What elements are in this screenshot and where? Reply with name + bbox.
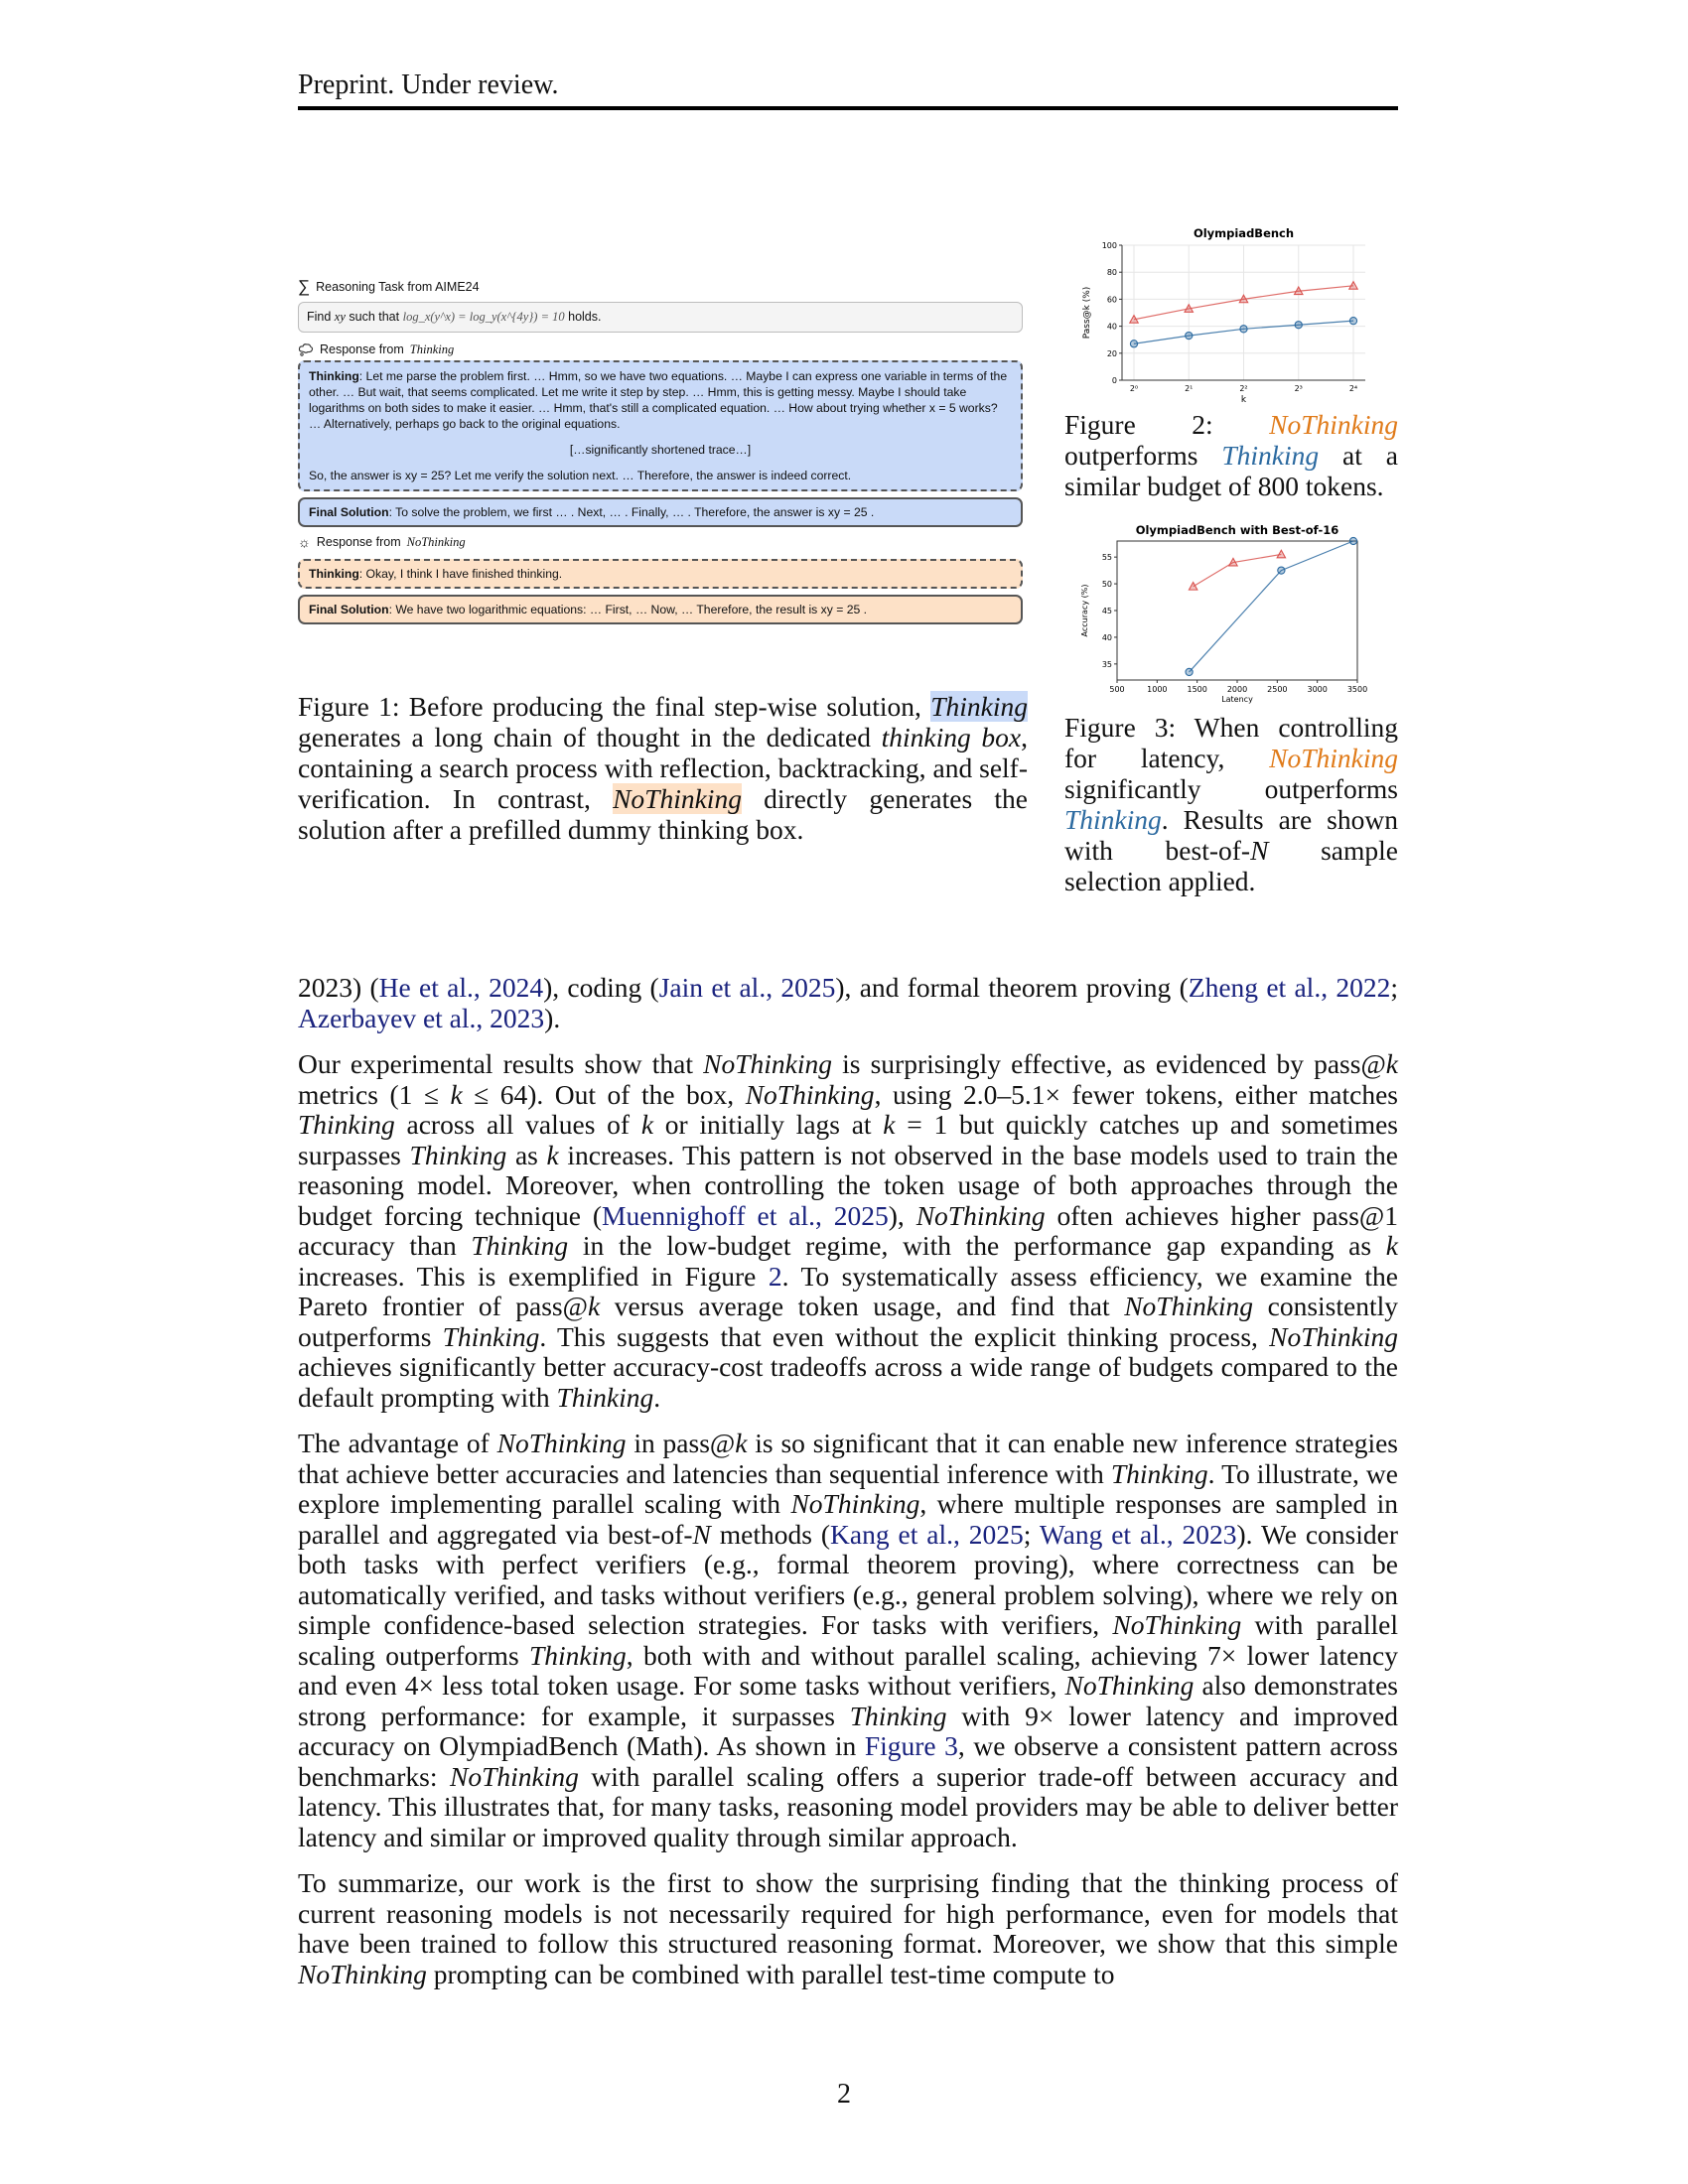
chart2-point-1	[1186, 668, 1193, 675]
cap3-d: sample selection applied.	[1064, 835, 1398, 896]
task-text-pre: Find	[307, 310, 335, 324]
chart-olympiadbench	[1077, 223, 1375, 402]
response-nothinking-label: Response from	[316, 535, 401, 549]
figure-1	[298, 276, 1023, 673]
running-header: Preprint. Under review.	[298, 69, 559, 100]
cap1-b: generates a long chain of thought in the dedicated	[298, 722, 882, 752]
chart1-point-1	[1240, 326, 1247, 333]
cite-zheng[interactable]: Zheng et al., 2022	[1188, 972, 1391, 1003]
chart1-xtick-label: 2⁰	[1129, 384, 1139, 393]
response-thinking-model: Thinking	[409, 341, 455, 356]
chart1-ytick-label: 0	[1111, 376, 1117, 385]
chart1-ytick-label: 60	[1106, 295, 1117, 305]
cap2-nothinking: NoThinking	[1269, 409, 1398, 440]
response-nothinking-header	[298, 531, 1023, 553]
chart2-xtick-label: 3500	[1346, 685, 1368, 694]
cite-wang[interactable]: Wang et al., 2023	[1039, 1518, 1237, 1550]
task-text-mid: such that	[345, 310, 403, 324]
cap3-a: Figure 3: When controlling for latency,	[1064, 712, 1398, 773]
chart2-ytick-label: 55	[1101, 553, 1112, 563]
nothink-text: : Okay, I think I have finished thinking.	[358, 567, 563, 581]
thinking-label: Thinking	[309, 369, 359, 383]
task-box	[298, 302, 1023, 333]
cite-he[interactable]: He et al., 2024	[378, 972, 544, 1003]
task-title: Reasoning Task from AIME24	[316, 280, 480, 294]
chart1-ytick-label: 100	[1101, 241, 1117, 250]
lightbulb-icon: ☼	[298, 534, 311, 550]
paragraph-2: The advantage of NoThinking in pass@k is so significant that it can enable new inference strategies that achieve better accuracies and latencies than sequential inference with Thinking. To illustrate, we explore implementing parallel scaling with NoThinking, where multiple responses are sampled in parallel and aggregated via best-of-N methods (Kang et al., 2025; Wang et al., 2023). We consider both tasks with perfect verifiers (e.g., formal theorem proving), where correctness can be automatically verified, and tasks without verifiers (e.g., general problem solving), where we rely on simple confidence-based selection strategies. For tasks with verifiers, NoThinking with parallel scaling outperforms Thinking, both with and without parallel scaling, achieving 7× lower latency and even 4× less total token usage. For some tasks without verifiers, NoThinking also demonstrates strong performance: for example, it surpasses Thinking with 9× lower latency and improved accuracy on OlympiadBench (Math). As shown in Figure 3, we observe a consistent pattern across benchmarks: NoThinking with parallel scaling offers a superior trade-off between accuracy and latency. This illustrates that, for many tasks, reasoning model providers may be able to deliver better latency and similar or improved quality through similar approach.	[298, 1428, 1398, 1852]
cap2-c: at a similar budget of 800 tokens.	[1064, 440, 1398, 501]
cap1-a: Figure 1: Before producing the final step-wise solution,	[298, 691, 931, 722]
final-solution-thinking	[298, 497, 1023, 527]
chart2-ylabel: Accuracy (%)	[1080, 584, 1089, 637]
chart2-xlabel: Latency	[1221, 695, 1253, 704]
paragraph-3: To summarize, our work is the first to show the surprising finding that the thinking process of current reasoning models is not necessarily required for high performance, even for models that have been trained to follow this structured reasoning format. Moreover, we show that this simple NoThinking prompting can be combined with parallel test-time compute to	[298, 1867, 1398, 1989]
final2-text: : We have two logarithmic equations: … First, … Now, … Therefore, the result is xy = 25 .	[388, 603, 868, 616]
cap3-c: . Results are shown with best-of-	[1064, 804, 1398, 866]
chart2-series-line-0	[1194, 554, 1282, 586]
chart2-ytick-label: 40	[1101, 632, 1112, 642]
chart2-ytick-label: 35	[1101, 659, 1112, 669]
response-thinking-header	[298, 339, 1023, 360]
thinking-box	[298, 360, 1023, 491]
paragraph-1: Our experimental results show that NoThinking is surprisingly effective, as evidenced by pass@k metrics (1 ≤ k ≤ 64). Out of the box, NoThinking, using 2.0–5.1× fewer tokens, either matches Thinking across all values of k or initially lags at k = 1 but quickly catches up and sometimes surpasses Thinking as k increases. This pattern is not observed in the base models used to train the reasoning model. Moreover, when controlling the token usage of both approaches through the budget forcing technique (Muennighoff et al., 2025), NoThinking often achieves higher pass@1 accuracy than Thinking in the low-budget regime, with the performance gap expanding as k increases. This is exemplified in Figure 2. To systematically assess efficiency, we examine the Pareto frontier of pass@k versus average token usage, and find that NoThinking consistently outperforms Thinking. This suggests that even without the explicit thinking process, NoThinking achieves significantly better accuracy-cost tradeoffs across a wide range of budgets compared to the default prompting with Thinking.	[298, 1048, 1399, 1413]
header-rule	[298, 106, 1398, 110]
chart1-xtick-label: 2²	[1239, 384, 1248, 393]
chart-olympiadbench-best-of-16	[1077, 521, 1375, 712]
thought-cloud-icon	[298, 341, 314, 357]
chart2-title: OlympiadBench with Best-of-16	[1135, 523, 1339, 537]
chart2-xtick-label: 2000	[1226, 685, 1248, 694]
chart1-title: OlympiadBench	[1193, 226, 1295, 240]
cap1-c: , containing a search process with reflection, backtracking, and self-verification. In contrast,	[298, 722, 1028, 814]
chart1-ytick-label: 40	[1106, 322, 1117, 332]
nothinking-box	[298, 559, 1023, 589]
chart2-xtick-label: 500	[1109, 685, 1125, 694]
sigma-icon: ∑	[298, 277, 311, 296]
ref-figure-2[interactable]: 2	[768, 1260, 782, 1292]
task-text-post: holds.	[564, 310, 602, 324]
cap3-n: N	[1250, 835, 1269, 866]
cap3-b: significantly outperforms	[1064, 773, 1398, 804]
cite-azerbayev[interactable]: Azerbayev et al., 2023	[298, 1002, 545, 1033]
task-equation: log_x(y^x) = log_y(x^{4y}) = 10	[402, 310, 565, 324]
cap2-b: outperforms	[1064, 440, 1222, 471]
chart2-point-0	[1277, 550, 1285, 558]
chart2-xtick-label: 3000	[1307, 685, 1328, 694]
cap1-thinking: Thinking	[930, 691, 1028, 722]
cap1-d: directly generates the solution after a prefilled dummy thinking box.	[298, 783, 1028, 845]
response-nothinking-model: NoThinking	[406, 534, 466, 549]
final-text: : To solve the problem, we first … . Next, … . Finally, … . Therefore, the answer is xy = 25 .	[388, 505, 875, 519]
chart1-point-1	[1349, 318, 1356, 325]
cite-jain[interactable]: Jain et al., 2025	[658, 972, 836, 1003]
cap2-a: Figure 2:	[1064, 409, 1270, 440]
chart2-point-0	[1189, 583, 1196, 591]
chart1-ytick-label: 80	[1106, 268, 1117, 278]
chart2-xtick-label: 1500	[1187, 685, 1207, 694]
chart2-series-line-1	[1190, 541, 1353, 672]
chart2-xtick-label: 2500	[1267, 685, 1288, 694]
paragraph-0: 2023) (He et al., 2024), coding (Jain et al., 2025), and formal theorem proving (Zheng et al., 2022; Azerbayev et al., 2023).	[298, 972, 1399, 1033]
cap1-nothinking: NoThinking	[613, 783, 742, 814]
final-solution-nothinking	[298, 595, 1023, 624]
final-label: Final Solution	[309, 505, 389, 519]
task-math: xy	[334, 310, 346, 324]
cite-muennighoff[interactable]: Muennighoff et al., 2025	[602, 1199, 889, 1231]
body-text	[298, 973, 1398, 2005]
final2-label: Final Solution	[309, 603, 389, 616]
shortened-trace: […significantly shortened trace…]	[569, 443, 752, 457]
cap3-thinking: Thinking	[1064, 804, 1162, 835]
chart1-ytick-label: 20	[1106, 348, 1117, 358]
figure-1-caption	[298, 691, 1028, 845]
chart1-point-1	[1295, 322, 1302, 329]
chart1-point-1	[1130, 341, 1137, 347]
page-number: 2	[837, 2079, 851, 2110]
cap3-nothinking: NoThinking	[1269, 743, 1398, 773]
chart1-point-1	[1186, 333, 1193, 340]
chart1-xtick-label: 2¹	[1185, 384, 1194, 393]
chart2-point-1	[1278, 567, 1285, 574]
nothink-label: Thinking	[309, 567, 359, 581]
chart1-ylabel: Pass@k (%)	[1082, 286, 1092, 340]
cap1-box: thinking box	[881, 722, 1022, 752]
chart1-xtick-label: 2³	[1294, 384, 1303, 393]
figure-3-caption	[1064, 712, 1398, 896]
response-thinking-label: Response from	[320, 342, 404, 356]
cite-kang[interactable]: Kang et al., 2025	[830, 1518, 1024, 1550]
figure-2-caption	[1064, 409, 1398, 501]
chart2-point-1	[1349, 537, 1356, 544]
task-header	[298, 276, 1023, 298]
chart2-ytick-label: 50	[1101, 580, 1112, 590]
cap2-thinking: Thinking	[1221, 440, 1320, 471]
chart1-point-0	[1349, 282, 1357, 290]
ref-figure-3[interactable]: Figure 3	[864, 1730, 958, 1761]
chart2-xtick-label: 1000	[1147, 685, 1168, 694]
chart1-xtick-label: 2⁴	[1348, 384, 1358, 393]
chart2-ytick-label: 45	[1101, 607, 1112, 615]
chart1-xlabel: k	[1240, 395, 1247, 402]
thinking-text: : Let me parse the problem first. … Hmm, so we have two equations. … Maybe I can express one variable in terms of the other. … But wait, that seems complicated. Let me write it step by step. … Hmm, this is getting messy. Maybe I should take logarithms on both sides to make it easier. … Hmm, that's still a complicated equation. … How about trying whether x = 5 works? … Alternatively, perhaps go back to the original equations.	[309, 369, 1008, 431]
thinking-end: So, the answer is xy = 25? Let me verify the solution next. … Therefore, the answer is indeed correct.	[309, 469, 852, 482]
thinking-trace	[309, 368, 1012, 432]
